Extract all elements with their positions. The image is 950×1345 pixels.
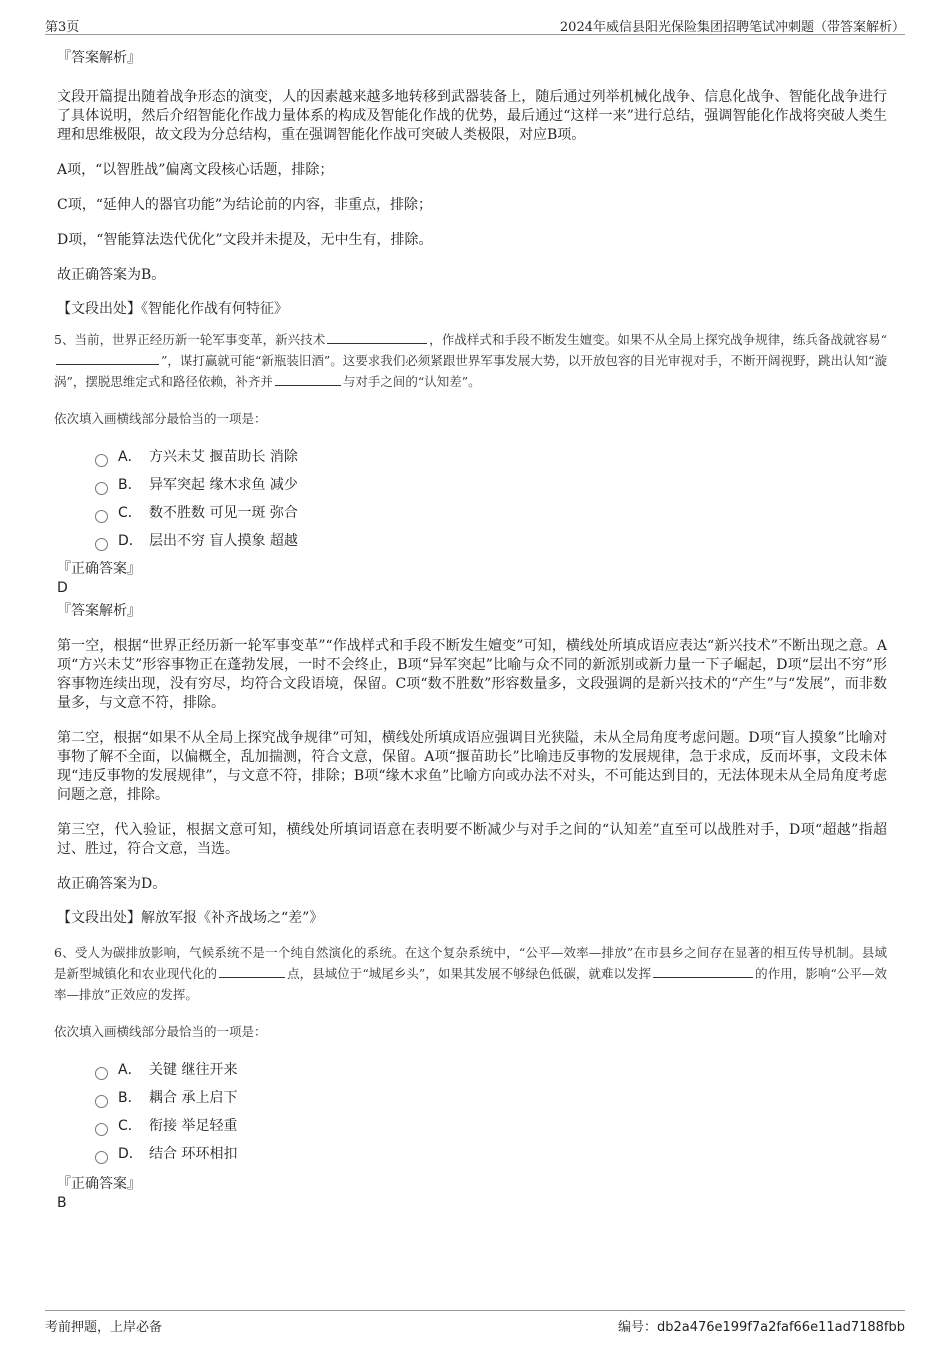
analysis-option-c: C项，“延伸人的器官功能”为结论前的内容，非重点，排除； [57,197,433,213]
blank-1 [219,965,285,978]
radio-button[interactable] [95,538,108,551]
question-5-stem: 5、当前，世界正经历新一轮军事变革，新兴技术 ，作战样式和手段不断发生嬗变。如果不从全局上探究战争规律，练兵备战就容易“”，谋打赢就可能“新瓶装旧酒”。这要求我们必须紧跟世界军事发展大势，以开放包容的目光审视对手，不断开阔视野，跳出认知“漩涡”，摆脱思维定式和路径依赖，补齐并 与对手之间的“认知差”。 [54,332,887,389]
question-5-options [95,443,887,555]
document-id: 编号：db2a476e199f7a2faf66e11ad7188fbb [617,1320,905,1335]
radio-button[interactable] [95,454,108,467]
page-header [45,14,905,35]
radio-button[interactable] [95,1151,108,1164]
page-number: 第3页 [45,20,80,35]
question-6-options [95,1056,887,1168]
analysis-conclusion: 故正确答案为D。 [57,876,167,892]
blank-3 [275,373,341,386]
question-6-instruction: 依次填入画横线部分最恰当的一项是： [54,1024,267,1039]
option-c[interactable]: C． 衔接 举足轻重 [95,1112,887,1140]
correct-answer: D [57,580,68,596]
document-title: 2024年威信县阳光保险集团招聘笔试冲刺题（带答案解析） [559,20,905,35]
analysis-option-d: D项，“智能算法迭代优化”文段并未提及，无中生有，排除。 [57,232,433,248]
option-d[interactable]: D． 结合 环环相扣 [95,1140,887,1168]
option-d[interactable]: D． 层出不穷 盲人摸象 超越 [95,527,887,555]
radio-button[interactable] [95,510,108,523]
analysis-blank-3: 第三空，代入验证，根据文意可知，横线处所填词语意在表明要不断减少与对手之间的“认知差”直至可以战胜对手，D项“超越”指超过、胜过，符合文意，当选。 [57,822,887,857]
analysis-blank-1: 第一空，根据“世界正经历新一轮军事变革”“作战样式和手段不断发生嬗变”可知，横线处所填成语应表达“新兴技术”不断出现之意。A项“方兴未艾”形容事物正在蓬勃发展，一时不会终止，B项“异军突起”比喻与众不同的新派别或新力量一下子崛起，D项“层出不穷”形容事物连续出现，没有穷尽，均符合文段语境，保留。C项“数不胜数”形容数量多，文段强调的是新兴技术的“产生”与“发展”，而非数量多，与文意不符，排除。 [57,638,887,711]
passage-source: 【文段出处】解放军报《补齐战场之“差”》 [57,910,324,926]
footer-slogan: 考前押题，上岸必备 [45,1320,163,1335]
blank-2 [653,965,753,978]
option-c[interactable]: C． 数不胜数 可见一斑 弥合 [95,499,887,527]
radio-button[interactable] [95,1123,108,1136]
analysis-paragraph: 文段开篇提出随着战争形态的演变，人的因素越来越多地转移到武器装备上，随后通过列举机械化战争、信息化战争、智能化战争进行了具体说明，然后介绍智能化作战力量体系的构成及智能化作战的优势，最后通过“这样一来”进行总结，强调智能化作战将突破人类生理和思维极限，故文段为分总结构，重在强调智能化作战可突破人类极限，对应B项。 [57,89,887,143]
correct-answer: B [57,1195,67,1211]
radio-button[interactable] [95,1095,108,1108]
analysis-label: 『答案解析』 [57,50,141,66]
radio-button[interactable] [95,1067,108,1080]
question-5-instruction: 依次填入画横线部分最恰当的一项是： [54,411,267,426]
page-footer [45,1310,905,1333]
blank-2 [56,352,159,365]
option-a[interactable]: A． 方兴未艾 揠苗助长 消除 [95,443,887,471]
analysis-conclusion: 故正确答案为B。 [57,267,166,283]
analysis-blank-2: 第二空，根据“如果不从全局上探究战争规律”可知，横线处所填成语应强调目光狭隘，未从全局角度考虑问题。D项“盲人摸象”比喻对事物了解不全面，以偏概全，乱加揣测，符合文意，保留。A项“揠苗助长”比喻违反事物的发展规律，急于求成，反而坏事，文段未体现“违反事物的发展规律”，与文意不符，排除；B项“缘木求鱼”比喻方向或办法不对头，不可能达到目的，无法体现未从全局角度考虑问题之意，排除。 [57,730,887,803]
option-b[interactable]: B． 耦合 承上启下 [95,1084,887,1112]
blank-1 [327,331,427,344]
question-6-stem: 6、受人为碳排放影响，气候系统不是一个纯自然演化的系统。在这个复杂系统中，“公平—效率—排放”在市县乡之间存在显著的相互传导机制。县域是新型城镇化和农业现代化的 点，县域位于“城尾乡头”，如果其发展不够绿色低碳，就难以发挥 的作用，影响“公平—效率—排放”正效应的发挥。 [54,945,887,1002]
radio-button[interactable] [95,482,108,495]
option-a[interactable]: A． 关键 继往开来 [95,1056,887,1084]
main-content [54,38,887,1212]
correct-answer-label: 『正确答案』 [57,1176,141,1192]
analysis-option-a: A项，“以智胜战”偏离文段核心话题，排除； [57,162,334,178]
passage-source: 【文段出处】《智能化作战有何特征》 [57,301,288,317]
option-b[interactable]: B． 异军突起 缘木求鱼 减少 [95,471,887,499]
analysis-label: 『答案解析』 [57,603,141,619]
correct-answer-label: 『正确答案』 [57,561,141,577]
